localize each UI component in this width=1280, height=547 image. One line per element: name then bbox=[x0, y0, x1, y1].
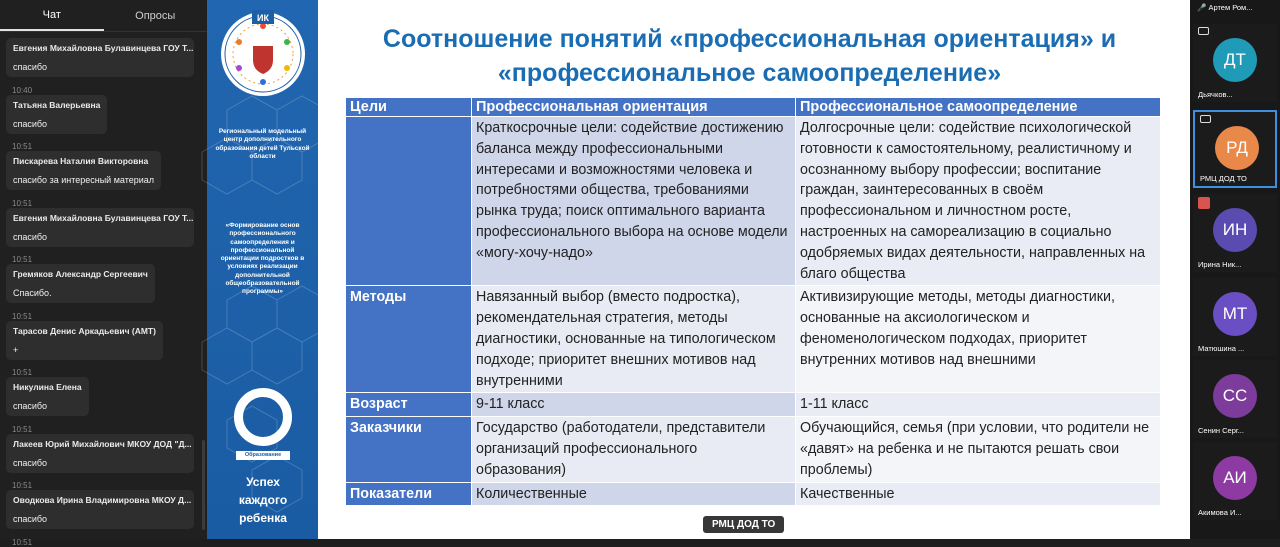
row-label bbox=[346, 117, 472, 286]
message-author: Татьяна Валерьевна bbox=[13, 99, 101, 110]
message-author: Оводкова Ирина Владимировна МКОУ Д... bbox=[13, 495, 192, 505]
chat-panel bbox=[0, 0, 207, 547]
message-text: спасибо bbox=[13, 401, 48, 411]
row-label: Заказчики bbox=[346, 417, 472, 482]
svg-text:ИК: ИК bbox=[257, 13, 269, 23]
chat-message bbox=[0, 38, 207, 95]
cell-orientation: Навязанный выбор (вместо подростка), рекомендательная стратегия, методы диагностики, основанные на типологическом подходе; приоритет внешних мотивов над внутренними bbox=[472, 286, 796, 393]
chat-message bbox=[0, 434, 207, 491]
slide-title: Соотношение понятий «профессиональная ориентация» и «профессиональное самоопределение» bbox=[382, 25, 1117, 87]
participant-name: РМЦ ДОД ТО bbox=[1200, 174, 1247, 183]
presenter-name-tag: РМЦ ДОД ТО bbox=[703, 516, 784, 533]
avatar: ДТ bbox=[1213, 38, 1257, 82]
chat-message bbox=[0, 95, 207, 152]
message-time: 10:51 bbox=[12, 368, 33, 377]
cell-orientation: Государство (работодатели, представители организаций профессионального образования) bbox=[472, 417, 796, 482]
message-time: 10:40 bbox=[12, 85, 33, 95]
table-row bbox=[346, 286, 1161, 393]
cell-self-determination: Долгосрочные цели: содействие психологической готовности к самостоятельному, реалистичному и осознанному выбору профессии; воспитание граждан, заинтересованных в своём профессиональном и личностном росте, настроенных на самореализацию в социально одобряемых видах деятельности, направленных на благо общества bbox=[796, 117, 1161, 286]
regional-center-logo bbox=[221, 12, 305, 96]
participant-name: Акимова И... bbox=[1198, 508, 1242, 517]
message-text: Спасибо. bbox=[13, 288, 52, 298]
message-text: спасибо bbox=[13, 514, 48, 524]
cell-orientation: Количественные bbox=[472, 482, 796, 506]
message-author: Лакеев Юрий Михайлович МКОУ ДОД "Д... bbox=[13, 438, 192, 449]
education-badge: Образование bbox=[236, 451, 290, 460]
participant-tile-active[interactable] bbox=[1193, 110, 1277, 188]
message-author: Гремяков Александр Сергеевич bbox=[13, 269, 148, 279]
avatar: РД bbox=[1215, 126, 1259, 170]
message-text: спасибо bbox=[13, 118, 48, 129]
participant-name: Артем Ром... bbox=[1208, 3, 1253, 12]
table-row bbox=[346, 417, 1161, 482]
participant-tile[interactable] bbox=[1193, 278, 1277, 356]
chat-message bbox=[0, 490, 207, 547]
chat-message bbox=[0, 321, 207, 378]
avatar: ИН bbox=[1213, 208, 1257, 252]
row-label: Показатели bbox=[346, 482, 472, 506]
chat-message bbox=[0, 208, 207, 265]
message-author: Пискарева Наталия Викторовна bbox=[13, 156, 149, 166]
message-author: Тарасов Денис Аркадьевич (АМТ) bbox=[13, 325, 156, 336]
comparison-table bbox=[345, 97, 1161, 506]
participant-name: Дьячков... bbox=[1198, 90, 1233, 99]
slide-sidebar bbox=[207, 0, 318, 539]
message-time: 10:51 bbox=[12, 481, 33, 490]
participant-name: Ирина Ник... bbox=[1198, 260, 1242, 269]
message-text: спасибо bbox=[13, 231, 48, 242]
message-text: + bbox=[13, 344, 19, 355]
chat-tabs bbox=[0, 0, 207, 32]
cell-orientation: 9-11 класс bbox=[472, 393, 796, 417]
row-label: Возраст bbox=[346, 393, 472, 417]
row-label: Методы bbox=[346, 286, 472, 393]
cell-self-determination: Активизирующие методы, методы диагностики, основанные на аксиологическом и феноменологическом подходах, приоритет внутренних мотивов над внешними bbox=[796, 286, 1161, 393]
message-time: 10:51 bbox=[12, 537, 33, 547]
side-program-text: «Формирование основ профессионального самоопределения и профессиональной ориентации подростков в условиях реализации дополнительной общеобразовательной программы» bbox=[220, 222, 305, 296]
chat-message bbox=[0, 151, 207, 208]
message-author: Евгения Михайловна Булавинцева ГОУ Т... bbox=[13, 212, 194, 223]
chat-message bbox=[0, 264, 207, 321]
participant-name: Сенин Серг... bbox=[1198, 426, 1244, 435]
message-text: спасибо bbox=[13, 457, 48, 468]
cell-self-determination: Качественные bbox=[796, 482, 1161, 506]
message-text: спасибо bbox=[13, 62, 48, 72]
side-motto: Успех каждого ребенка bbox=[238, 475, 288, 525]
message-time: 10:51 bbox=[12, 198, 33, 208]
shared-slide bbox=[207, 0, 1190, 539]
message-time: 10:51 bbox=[12, 142, 33, 151]
avatar: МТ bbox=[1213, 292, 1257, 336]
message-text: спасибо за интересный материал bbox=[13, 175, 155, 185]
message-author: Никулина Елена bbox=[13, 382, 82, 392]
participant-tile[interactable] bbox=[1193, 442, 1277, 520]
screen-share-icon bbox=[1198, 27, 1209, 35]
message-time: 10:51 bbox=[12, 255, 33, 264]
cell-orientation: Краткосрочные цели: содействие достижению баланса между профессиональными интересами и возможностями человека и потребностями общества, требованиями рынка труда; поиск оптимального варианта профессионального выбора на основе модели «могу-хочу-надо» bbox=[472, 117, 796, 286]
message-time: 10:51 bbox=[12, 424, 33, 434]
side-org-text: Региональный модельный центр дополнительного образования детей Тульской области bbox=[215, 128, 310, 160]
tab-polls[interactable]: Опросы bbox=[135, 9, 176, 22]
tab-chat[interactable]: Чат bbox=[0, 0, 104, 31]
participant-name: Матюшина ... bbox=[1198, 344, 1245, 353]
screen-share-icon bbox=[1200, 115, 1211, 123]
chat-message bbox=[0, 377, 207, 434]
table-header-row bbox=[346, 98, 1161, 117]
success-ring-icon bbox=[234, 388, 292, 446]
table-row bbox=[346, 117, 1161, 286]
participants-panel bbox=[1190, 0, 1280, 539]
cell-self-determination: Обучающийся, семья (при условии, что родители не «давят» на ребенка и не пытаются решать свои проблемы) bbox=[796, 417, 1161, 482]
participant-tile[interactable] bbox=[1193, 194, 1277, 272]
audio-level-icon bbox=[1198, 197, 1210, 209]
cell-self-determination: 1-11 класс bbox=[796, 393, 1161, 417]
avatar: СС bbox=[1213, 374, 1257, 418]
header-orientation: Профессиональная ориентация bbox=[472, 98, 796, 117]
participant-tile[interactable] bbox=[1193, 24, 1277, 102]
table-row bbox=[346, 393, 1161, 417]
table-row bbox=[346, 482, 1161, 506]
participant-tile[interactable] bbox=[1193, 360, 1277, 438]
chat-scrollbar[interactable] bbox=[202, 440, 205, 530]
avatar: АИ bbox=[1213, 456, 1257, 500]
participant-tile-top[interactable]: 🎤 Артем Ром... bbox=[1197, 3, 1253, 12]
message-author: Евгения Михайловна Булавинцева ГОУ Т... bbox=[13, 43, 194, 53]
header-self-determination: Профессиональное самоопределение bbox=[796, 98, 1161, 117]
header-goals: Цели bbox=[346, 98, 472, 117]
message-time: 10:51 bbox=[12, 311, 33, 321]
chat-message-list[interactable] bbox=[0, 38, 207, 547]
